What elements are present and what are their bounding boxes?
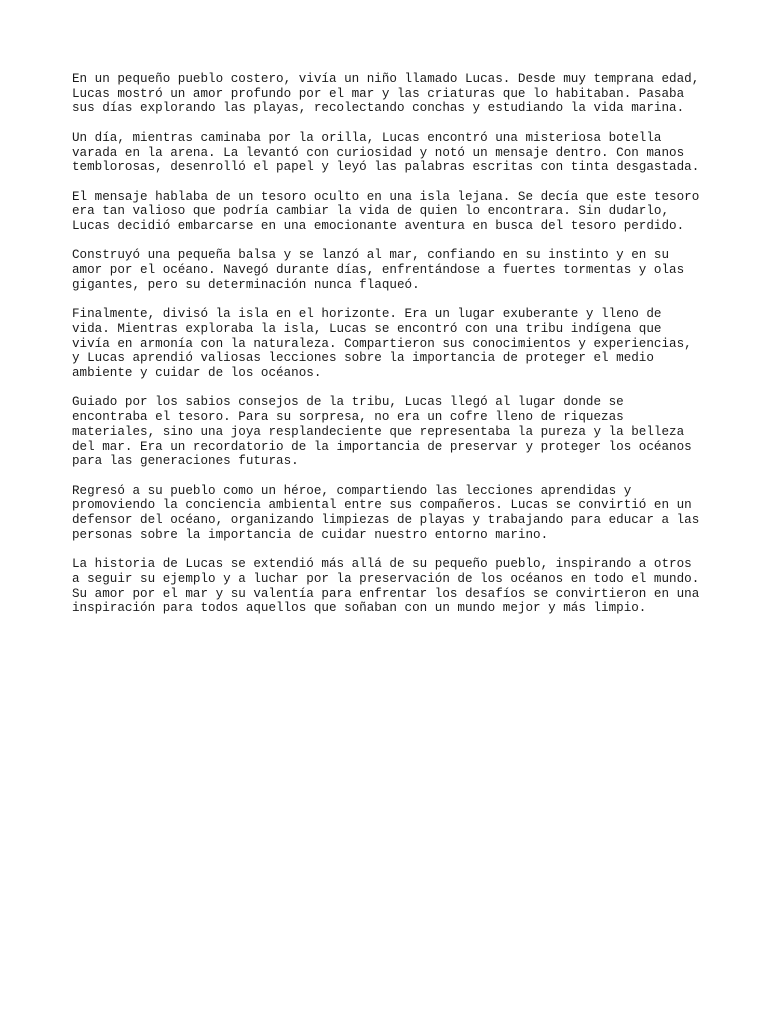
paragraph-8: La historia de Lucas se extendió más allá de su pequeño pueblo, inspirando a otros a seguir su ejemplo y a luchar por la preservación de los océanos en todo el mundo. Su amor por el mar y su valentía para enfrentar los desafíos se convirtieron en una inspiración para todos aquellos que soñaban con un mundo mejor y más limpio. [72, 557, 700, 616]
document-page [72, 72, 712, 631]
paragraph-4: Construyó una pequeña balsa y se lanzó al mar, confiando en su instinto y en su amor por el océano. Navegó durante días, enfrentándose a fuertes tormentas y olas gigantes, pero su determinación nunca flaqueó. [72, 248, 685, 292]
paragraph-1: En un pequeño pueblo costero, vivía un niño llamado Lucas. Desde muy temprana edad, Lucas mostró un amor profundo por el mar y las criaturas que lo habitaban. Pasaba sus días explorando las playas, recolectando conchas y estudiando la vida marina. [72, 72, 700, 116]
paragraph-3: El mensaje hablaba de un tesoro oculto en una isla lejana. Se decía que este tesoro era tan valioso que podría cambiar la vida de quien lo encontrara. Sin dudarlo, Lucas decidió embarcarse en una emocionante aventura en busca del tesoro perdido. [72, 189, 700, 233]
paragraph-7: Regresó a su pueblo como un héroe, compartiendo las lecciones aprendidas y promoviendo la conciencia ambiental entre sus compañeros. Lucas se convirtió en un defensor del océano, organizando limpiezas de playas y trabajando para educar a las personas sobre la importancia de cuidar nuestro entorno marino. [72, 483, 700, 542]
paragraph-2: Un día, mientras caminaba por la orilla, Lucas encontró una misteriosa botella varada en la arena. La levantó con curiosidad y notó un mensaje dentro. Con manos temblorosas, desenrolló el papel y leyó las palabras escritas con tinta desgastada. [72, 130, 700, 175]
paragraph-5: Finalmente, divisó la isla en el horizonte. Era un lugar exuberante y lleno de vida. Mientras exploraba la isla, Lucas se encontró con una tribu indígena que vivía en armonía con la naturaleza. Compartieron sus conocimientos y experiencias, y Lucas aprendió valiosas lecciones sobre la importancia de proteger el medio ambiente y cuidar de los océanos. [72, 307, 692, 380]
paragraph-6: Guiado por los sabios consejos de la tribu, Lucas llegó al lugar donde se encontraba el tesoro. Para su sorpresa, no era un cofre lleno de riquezas materiales, sino una joya resplandeciente que representaba la pureza y la belleza del mar. Era un recordatorio de la importancia de preservar y proteger los océanos para las generaciones futuras. [72, 395, 692, 469]
